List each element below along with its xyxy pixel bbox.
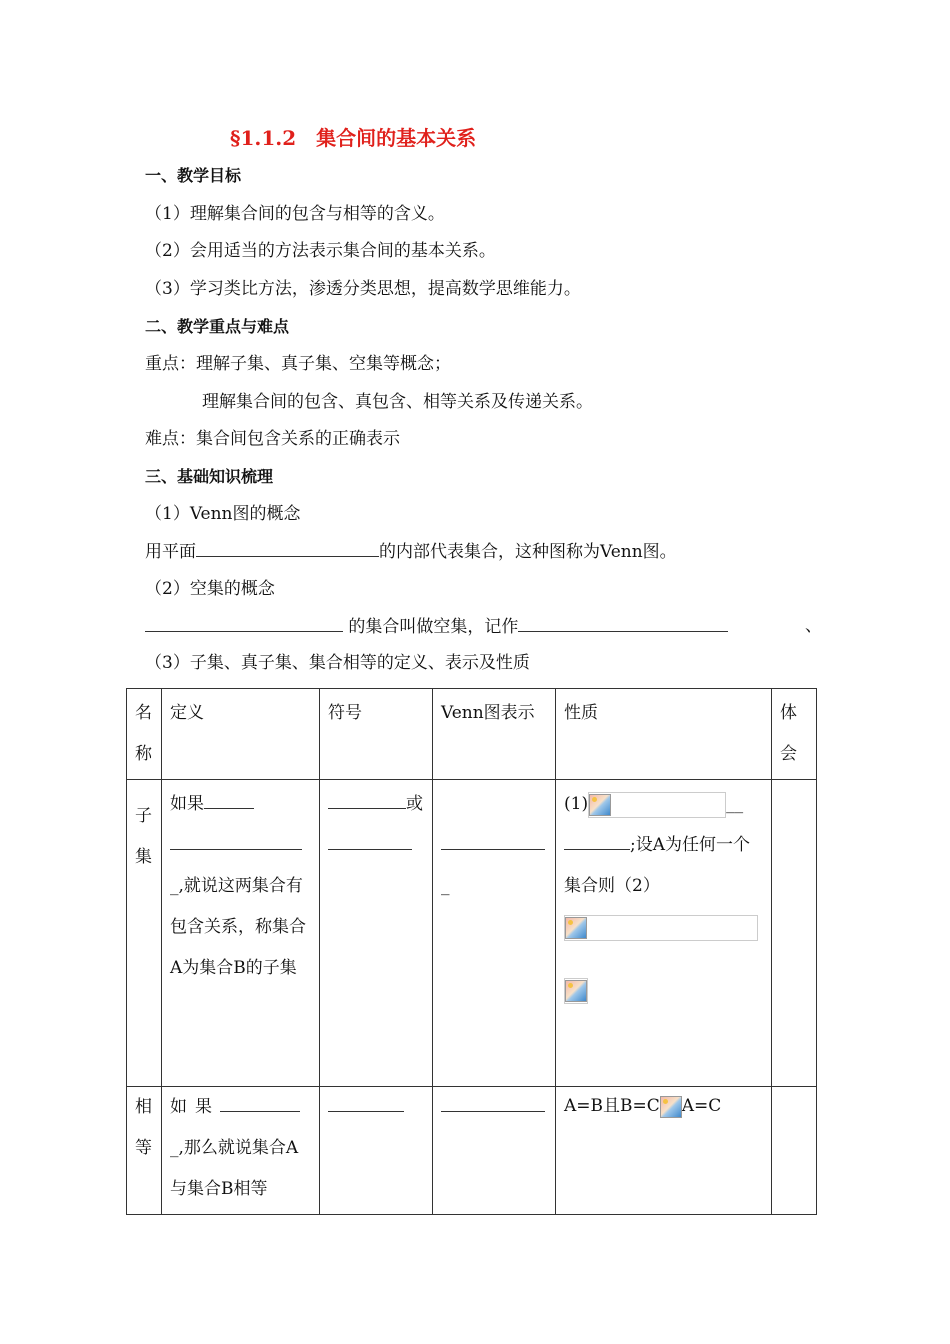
table-row-subset — [127, 780, 817, 1087]
venn-concept-title: （1）Venn图的概念 — [145, 504, 301, 524]
header-insight: 体会 — [772, 689, 817, 780]
definition-start: 如果 — [170, 1097, 220, 1117]
fill-blank — [328, 829, 412, 850]
formula-image — [588, 792, 726, 818]
table-row-equal — [127, 1087, 817, 1215]
header-symbol: 符号 — [320, 689, 433, 780]
fill-blank — [518, 615, 728, 632]
fill-blank — [196, 540, 379, 557]
property-blank-tail: __ — [726, 794, 744, 814]
subset-definition-cell — [162, 780, 320, 1087]
subset-property-cell — [556, 780, 772, 1087]
equal-property-cell — [556, 1087, 772, 1215]
row-name-equal: 相等 — [127, 1087, 162, 1215]
empty-set-sentence-mid: 的集合叫做空集，记作 — [348, 617, 519, 637]
equal-property-post: A=C — [681, 1096, 722, 1116]
venn-sentence-end: 的内部代表集合，这种图称为Venn图。 — [379, 542, 677, 562]
symbol-or: 或 — [406, 794, 423, 814]
empty-set-sentence-end: 、 — [805, 616, 822, 636]
empty-set-sentence — [145, 615, 825, 638]
header-venn: Venn图表示 — [433, 689, 556, 780]
fill-blank — [441, 829, 545, 850]
subset-definition-text: _,就说这两集合有包含关系，称集合A为集合B的子集 — [170, 876, 306, 978]
equal-venn-cell — [433, 1087, 556, 1215]
equal-definition-text: _,那么就说集合A与集合B相等 — [170, 1138, 299, 1199]
header-definition: 定义 — [162, 689, 320, 780]
row-name-subset: 子集 — [127, 780, 162, 1087]
image-placeholder-icon — [565, 980, 587, 1002]
property-number-1: (1) — [564, 794, 589, 814]
header-property: 性质 — [556, 689, 772, 780]
objective-item-1: （1）理解集合间的包含与相等的含义。 — [145, 204, 445, 224]
fill-blank — [220, 1091, 300, 1112]
fill-blank — [145, 615, 343, 632]
venn-sentence-start: 用平面 — [145, 542, 196, 562]
section-heading-keypoints: 二、教学重点与难点 — [145, 317, 290, 336]
objective-item-3: （3）学习类比方法，渗透分类思想，提高数学思维能力。 — [145, 279, 581, 299]
section-heading-basics: 三、基础知识梳理 — [145, 467, 274, 486]
image-placeholder-icon — [565, 917, 587, 939]
subset-venn-cell — [433, 780, 556, 1087]
definition-start: 如果 — [170, 794, 204, 814]
header-name: 名称 — [127, 689, 162, 780]
subset-definitions-title: （3）子集、真子集、集合相等的定义、表示及性质 — [145, 653, 530, 673]
key-point-line-2: 理解集合间的包含、真包含、相等关系及传递关系。 — [202, 392, 593, 412]
section-heading-objectives: 一、教学目标 — [145, 166, 242, 185]
subset-insight-cell — [772, 780, 817, 1087]
image-placeholder-icon — [589, 794, 611, 816]
difficulty-line: 难点：集合间包含关系的正确表示 — [145, 429, 400, 449]
fill-blank — [441, 1091, 545, 1112]
fill-blank — [204, 788, 254, 809]
key-point-line-1: 重点：理解子集、真子集、空集等概念； — [145, 354, 451, 374]
venn-blank-tail: _ — [441, 876, 450, 896]
equal-insight-cell — [772, 1087, 817, 1215]
table-header-row — [127, 689, 817, 780]
equal-definition-cell — [162, 1087, 320, 1215]
fill-blank — [170, 829, 302, 850]
page-title: §1.1.2 集合间的基本关系 — [230, 126, 477, 150]
formula-image — [564, 978, 588, 1004]
venn-concept-sentence — [145, 540, 677, 563]
objective-item-2: （2）会用适当的方法表示集合间的基本关系。 — [145, 241, 496, 261]
subset-symbol-cell — [320, 780, 433, 1087]
equal-symbol-cell — [320, 1087, 433, 1215]
empty-set-title: （2）空集的概念 — [145, 579, 275, 599]
fill-blank — [328, 1091, 404, 1112]
equal-property-pre: A=B且B=C — [564, 1096, 660, 1116]
subset-table — [126, 688, 817, 1215]
property-text: ;设A为任何一个集合则（2） — [564, 835, 751, 896]
fill-blank — [328, 788, 406, 809]
image-placeholder-icon — [660, 1096, 682, 1118]
formula-image — [564, 915, 758, 941]
fill-blank — [564, 829, 630, 850]
